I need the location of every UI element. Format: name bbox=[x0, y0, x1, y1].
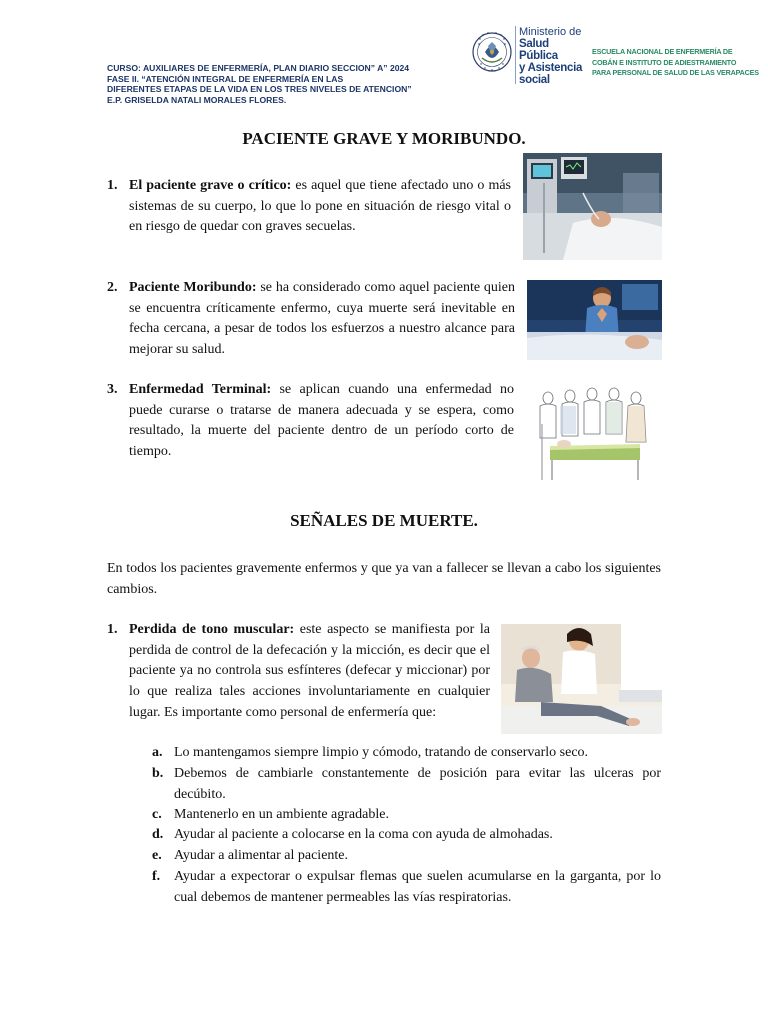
item-number: 3. bbox=[107, 382, 118, 397]
sub-item-text: Lo mantengamos siempre limpio y cómodo, tratando de conservarlo seco. bbox=[174, 745, 589, 760]
item-number: 2. bbox=[107, 280, 118, 295]
school-line: ESCUELA NACIONAL DE ENFERMERÍA DE bbox=[592, 47, 733, 56]
course-line: E.P. GRISELDA NATALI MORALES FLORES. bbox=[107, 94, 287, 105]
course-header bbox=[107, 63, 477, 105]
item-text: se ha considerado como aquel paciente quien se encuentra críticamente enfermo, cuya muerte será inevitable en fecha cercana, a pesar de todos los esfuerzos a nuestro alcance para mejorar su salud. bbox=[129, 280, 516, 358]
dying-patient-illustration bbox=[527, 280, 662, 360]
item-text: es aquel que tiene afectado uno o más sistemas de su cuerpo, lo que lo pone en situación de riesgo vital o en riesgo de quedar con graves secuelas. bbox=[129, 178, 511, 235]
sub-item-text: Ayudar al paciente a colocarse en la coma con ayuda de almohadas. bbox=[174, 827, 553, 842]
sub-item bbox=[152, 867, 661, 908]
sub-item bbox=[152, 764, 661, 805]
ministry-line: social bbox=[519, 74, 550, 86]
sub-item-letter: d. bbox=[152, 827, 164, 842]
icu-patient-image bbox=[523, 153, 662, 260]
item-text: este aspecto se manifiesta por la perdida de control de la defecación y la micción, es decir que el paciente ya no controla sus esfínteres (defecar y miccionar) por lo que realiza tales acciones involuntariamente en cualquier lugar. Es importante como personal de enfermería que: bbox=[129, 622, 490, 720]
list-item bbox=[107, 380, 515, 463]
sub-item-text: Ayudar a alimentar al paciente. bbox=[174, 848, 349, 863]
intro-paragraph: En todos los pacientes gravemente enfermos y que ya van a fallecer se llevan a cabo los siguientes cambios. bbox=[107, 561, 661, 597]
course-line: CURSO: AUXILIARES DE ENFERMERÍA, PLAN DIARIO SECCION” A” 2024 bbox=[107, 63, 410, 73]
item-term: Paciente Moribundo: bbox=[129, 280, 257, 295]
terminal-illness-illustration bbox=[530, 384, 662, 486]
sub-item bbox=[152, 846, 661, 867]
list-item bbox=[107, 176, 511, 238]
sub-item bbox=[152, 805, 661, 826]
school-line: PARA PERSONAL DE SALUD DE LAS VERAPACES bbox=[592, 68, 759, 77]
item-text: se aplican cuando una enfermedad no puede curarse o tratarse de manera adecuada y se espera, como resultado, la muerte del paciente dentro de un período corto de tiempo. bbox=[129, 382, 515, 460]
school-line: COBÁN E INSTITUTO DE ADIESTRAMIENTO bbox=[592, 57, 737, 67]
sub-item-text: Debemos de cambiarle constantemente de posición para evitar las ulceras por decúbito. bbox=[174, 766, 661, 802]
item-term: Perdida de tono muscular: bbox=[129, 622, 295, 637]
item-term: El paciente grave o crítico: bbox=[129, 178, 292, 193]
item-number: 1. bbox=[107, 178, 118, 193]
section-title: PACIENTE GRAVE Y MORIBUNDO. bbox=[242, 129, 526, 148]
sub-item bbox=[152, 743, 661, 764]
section-title: SEÑALES DE MUERTE. bbox=[290, 511, 478, 530]
course-line: FASE II. “ATENCIÓN INTEGRAL DE ENFERMERÍA EN LAS bbox=[107, 73, 344, 84]
sub-item-text: Ayudar a expectorar o expulsar flemas que suelen acumularse en la garganta, por lo cual debemos de mantener permeables las vías respiratorias. bbox=[174, 869, 661, 905]
ministry-logo bbox=[519, 26, 589, 86]
ministry-line: Salud Pública bbox=[519, 38, 558, 62]
sub-item-letter: e. bbox=[152, 848, 162, 863]
list-item bbox=[107, 278, 516, 361]
ministry-line: y Asistencia bbox=[519, 62, 583, 74]
item-number: 1. bbox=[107, 622, 118, 637]
item-term: Enfermedad Terminal: bbox=[129, 382, 272, 397]
guatemala-seal-icon bbox=[471, 22, 513, 84]
list-item bbox=[107, 620, 490, 724]
sub-item-letter: a. bbox=[152, 745, 163, 760]
ministry-line: Ministerio de bbox=[519, 26, 582, 38]
header-divider bbox=[515, 26, 516, 84]
sub-item-letter: b. bbox=[152, 766, 164, 781]
sub-item-letter: c. bbox=[152, 807, 162, 822]
sub-item-letter: f. bbox=[152, 869, 161, 884]
school-name bbox=[592, 47, 762, 79]
sub-item bbox=[152, 825, 661, 846]
nurse-assisting-patient-image bbox=[501, 624, 662, 734]
sub-item-text: Mantenerlo en un ambiente agradable. bbox=[174, 807, 389, 822]
course-line: DIFERENTES ETAPAS DE LA VIDA EN LOS TRES NIVELES DE ATENCION” bbox=[107, 84, 412, 95]
